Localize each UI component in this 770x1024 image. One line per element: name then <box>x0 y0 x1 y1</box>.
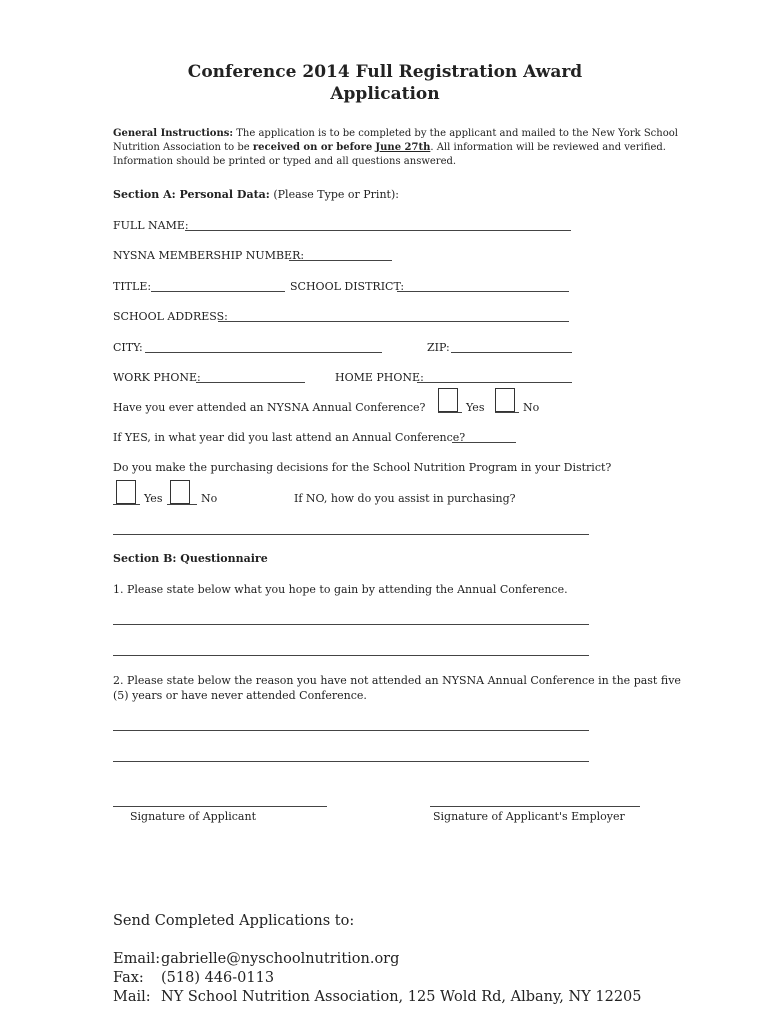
instructions-line2 <box>113 142 666 153</box>
work-phone-label: WORK PHONE: <box>113 371 201 384</box>
attended-no-label: No <box>523 401 540 414</box>
instructions-line1 <box>113 128 678 139</box>
attended-yes-label: Yes <box>466 401 485 414</box>
doc-title-line1: Conference 2014 Full Registration Award <box>187 62 583 82</box>
question-1: 1. Please state below what you hope to gain by attending the Annual Conference. <box>113 583 568 596</box>
zip-label: ZIP: <box>427 341 450 354</box>
instructions-text2b: . All information will be reviewed and verified. <box>430 142 666 153</box>
employer-signature-line[interactable] <box>430 806 640 807</box>
section-a-note: (Please Type or Print): <box>273 188 399 201</box>
last-year-question: If YES, in what year did you last attend an Annual Conference? <box>113 431 466 444</box>
title-label: TITLE: <box>113 280 152 293</box>
instructions-heading: General Instructions: <box>113 128 234 139</box>
section-a-heading <box>113 188 399 201</box>
full-name-label: FULL NAME: <box>113 219 189 232</box>
purchasing-yes-label: Yes <box>144 492 163 505</box>
send-heading: Send Completed Applications to: <box>113 913 355 929</box>
email-value: gabrielle@nyschoolnutrition.org <box>161 951 400 967</box>
full-name-field[interactable] <box>185 230 571 231</box>
membership-field[interactable] <box>289 260 392 261</box>
fax-label: Fax: <box>113 970 144 986</box>
q1-answer-line-2[interactable] <box>113 655 589 656</box>
school-address-label: SCHOOL ADDRESS: <box>113 310 228 323</box>
purchasing-no-checkbox[interactable] <box>170 480 190 504</box>
doc-title-line2: Application <box>330 84 440 104</box>
email-row <box>113 951 399 967</box>
school-address-field[interactable] <box>218 321 569 322</box>
city-label: CITY: <box>113 341 143 354</box>
mail-value: NY School Nutrition Association, 125 Wold Rd, Albany, NY 12205 <box>161 989 642 1005</box>
zip-field[interactable] <box>451 352 572 353</box>
fax-value: (518) 446-0113 <box>161 970 275 986</box>
purchasing-no-label: No <box>201 492 218 505</box>
work-phone-field[interactable] <box>196 382 305 383</box>
attended-question: Have you ever attended an NYSNA Annual Conference? <box>113 401 426 414</box>
instructions-text1: The application is to be completed by the applicant and mailed to the New York School <box>236 128 678 139</box>
assist-question: If NO, how do you assist in purchasing? <box>294 492 516 505</box>
title-field[interactable] <box>151 291 285 292</box>
section-b-heading: Section B: Questionnaire <box>113 552 268 565</box>
question-2-line2: (5) years or have never attended Conference. <box>113 689 367 702</box>
city-field[interactable] <box>145 352 382 353</box>
instructions-deadline-date: June 27th <box>375 142 431 153</box>
attended-yes-checkbox[interactable] <box>438 388 458 412</box>
fax-row <box>113 970 274 986</box>
mail-label: Mail: <box>113 989 151 1005</box>
school-district-label: SCHOOL DISTRICT: <box>290 280 405 293</box>
section-a-title: Section A: Personal Data: <box>113 188 270 201</box>
home-phone-label: HOME PHONE: <box>335 371 424 384</box>
instructions-deadline-phrase: received on or before <box>252 142 373 153</box>
q1-answer-line-1[interactable] <box>113 624 589 625</box>
email-label: Email: <box>113 951 161 967</box>
membership-label: NYSNA MEMBERSHIP NUMBER: <box>113 249 305 262</box>
assist-answer-line[interactable] <box>113 534 589 535</box>
home-phone-field[interactable] <box>417 382 572 383</box>
instructions-line3: Information should be printed or typed and all questions answered. <box>113 156 457 167</box>
purchasing-yes-underline <box>113 504 140 505</box>
question-2-line1: 2. Please state below the reason you have not attended an NYSNA Annual Conference in the past five <box>113 674 681 687</box>
q2-answer-line-2[interactable] <box>113 761 589 762</box>
purchasing-yes-checkbox[interactable] <box>116 480 136 504</box>
purchasing-no-underline <box>167 504 197 505</box>
attended-no-underline <box>495 412 519 413</box>
last-year-field[interactable] <box>452 442 516 443</box>
instructions-text2a: Nutrition Association to be <box>113 142 250 153</box>
applicant-signature-label: Signature of Applicant <box>130 810 256 823</box>
attended-yes-underline <box>438 412 462 413</box>
purchasing-question: Do you make the purchasing decisions for the School Nutrition Program in your District? <box>113 461 612 474</box>
employer-signature-label: Signature of Applicant's Employer <box>433 810 625 823</box>
attended-no-checkbox[interactable] <box>495 388 515 412</box>
applicant-signature-line[interactable] <box>113 806 327 807</box>
mail-row <box>113 989 642 1005</box>
q2-answer-line-1[interactable] <box>113 730 589 731</box>
school-district-field[interactable] <box>397 291 569 292</box>
